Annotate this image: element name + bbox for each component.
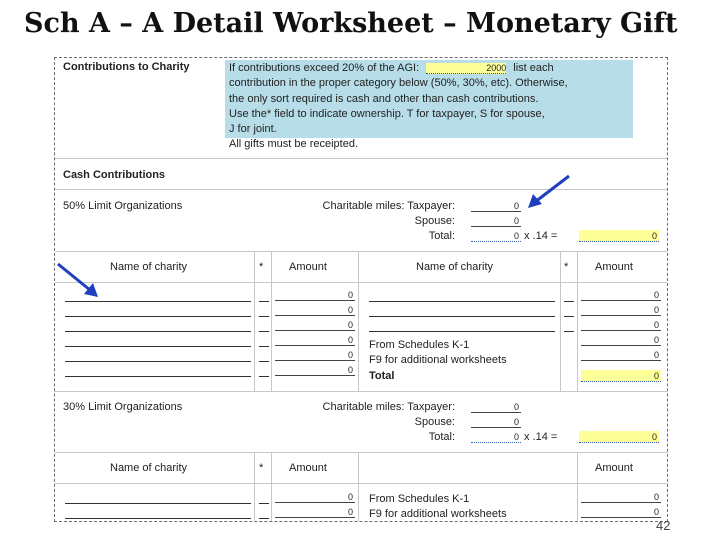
left-name-line-6[interactable] [65, 376, 251, 377]
header-star-right: * [564, 261, 569, 273]
miles-total-label: Total: [428, 230, 455, 242]
right-amount-4: 0 [581, 334, 661, 346]
bottom-left-name-line-2[interactable] [65, 518, 251, 519]
left-name-line-3[interactable] [65, 331, 251, 332]
left-star-line-2[interactable] [259, 316, 269, 317]
instructions-line-4: Use the* field to indicate ownership. T for taxpayer, S for spouse, [229, 108, 545, 120]
receipt-note: All gifts must be receipted. [229, 138, 359, 150]
bottom-left-amount-1[interactable]: 0 [275, 491, 355, 503]
limit-30-label: 30% Limit Organizations [63, 401, 183, 413]
left-name-line-4[interactable] [65, 346, 251, 347]
col-divider [358, 452, 359, 522]
limit-50-label: 50% Limit Organizations [63, 200, 183, 212]
miles-taxpayer-label-30: Charitable miles: Taxpayer: [322, 401, 455, 413]
slide-title: Sch A – A Detail Worksheet – Monetary Gift [24, 8, 678, 39]
contributions-label: Contributions to Charity [63, 61, 190, 73]
header-name-of-charity-30: Name of charity [110, 462, 188, 474]
left-amount-1[interactable]: 0 [275, 289, 355, 301]
k1-label-30: From Schedules K-1 [369, 493, 470, 505]
header-amount-30-left: Amount [289, 462, 327, 474]
left-name-line-2[interactable] [65, 316, 251, 317]
miles-multiplier-30: x .14 = [524, 431, 558, 443]
header-star-30: * [259, 462, 264, 474]
col-divider [254, 251, 255, 391]
left-star-line-1[interactable] [259, 301, 269, 302]
arrow-to-charity-name-icon [54, 260, 102, 300]
left-amount-2[interactable]: 0 [275, 304, 355, 316]
instructions-line-1 [229, 62, 554, 74]
left-star-line-3[interactable] [259, 331, 269, 332]
col-divider [577, 452, 578, 522]
cash-contributions-label: Cash Contributions [63, 169, 166, 181]
monetary-gift-worksheet [54, 57, 668, 522]
miles-taxpayer-field-30[interactable]: 0 [471, 401, 521, 413]
header-star-left: * [259, 261, 264, 273]
left-amount-3[interactable]: 0 [275, 319, 355, 331]
miles-spouse-field-30[interactable]: 0 [471, 416, 521, 428]
header-name-of-charity-left: Name of charity [110, 261, 188, 273]
miles-taxpayer-field[interactable]: 0 [471, 200, 521, 212]
col-divider [560, 251, 561, 391]
right-amount-total: 0 [581, 370, 661, 382]
header-name-of-charity-right: Name of charity [416, 261, 494, 273]
miles-taxpayer-label: Charitable miles: Taxpayer: [322, 200, 455, 212]
bottom-right-amount-1: 0 [581, 491, 661, 503]
right-amount-1[interactable]: 0 [581, 289, 661, 301]
miles-spouse-label: Spouse: [414, 215, 455, 227]
col-divider [358, 251, 359, 391]
miles-total-field: 0 [471, 230, 521, 242]
right-amount-2[interactable]: 0 [581, 304, 661, 316]
header-amount-30-right: Amount [595, 462, 633, 474]
instructions-line-2: contribution in the proper category below (50%, 30%, etc). Otherwise, [229, 77, 568, 89]
f9-label-30: F9 for additional worksheets [369, 508, 507, 520]
miles-multiplier: x .14 = [524, 230, 558, 242]
right-amount-3[interactable]: 0 [581, 319, 661, 331]
col-divider [271, 452, 272, 522]
right-name-line-2[interactable] [369, 316, 555, 317]
right-name-line-3[interactable] [369, 331, 555, 332]
right-name-line-1[interactable] [369, 301, 555, 302]
divider [55, 158, 668, 159]
total-label: Total [369, 370, 395, 382]
instructions-line-5: J for joint. [229, 123, 277, 135]
right-amount-5: 0 [581, 349, 661, 361]
divider [55, 189, 668, 190]
left-star-line-6[interactable] [259, 376, 269, 377]
header-amount-left: Amount [289, 261, 327, 273]
bottom-right-amount-2: 0 [581, 506, 661, 518]
page-number: 42 [656, 518, 671, 533]
miles-result-field: 0 [579, 230, 659, 242]
divider [55, 391, 668, 392]
left-star-line-5[interactable] [259, 361, 269, 362]
arrow-to-miles-icon [525, 172, 573, 212]
miles-total-field-30: 0 [471, 431, 521, 443]
bottom-left-name-line-1[interactable] [65, 503, 251, 504]
f9-label: F9 for additional worksheets [369, 354, 507, 366]
miles-total-label-30: Total: [428, 431, 455, 443]
left-amount-6[interactable]: 0 [275, 364, 355, 376]
instructions-line-3: the only sort required is cash and other than cash contributions. [229, 93, 539, 105]
miles-result-field-30: 0 [579, 431, 659, 443]
k1-label: From Schedules K-1 [369, 339, 470, 351]
instructions-box [225, 60, 633, 138]
right-star-line-3[interactable] [564, 331, 574, 332]
divider [55, 483, 668, 484]
bottom-left-star-line-1[interactable] [259, 503, 269, 504]
miles-spouse-field[interactable]: 0 [471, 215, 521, 227]
bottom-left-amount-2[interactable]: 0 [275, 506, 355, 518]
col-divider [271, 251, 272, 391]
col-divider [254, 452, 255, 522]
col-divider [577, 251, 578, 391]
left-name-line-5[interactable] [65, 361, 251, 362]
miles-spouse-label-30: Spouse: [414, 416, 455, 428]
left-star-line-4[interactable] [259, 346, 269, 347]
bottom-left-star-line-2[interactable] [259, 518, 269, 519]
left-amount-5[interactable]: 0 [275, 349, 355, 361]
right-star-line-2[interactable] [564, 316, 574, 317]
right-star-line-1[interactable] [564, 301, 574, 302]
agi-field[interactable]: 2000 [426, 63, 506, 74]
left-name-line-1[interactable] [65, 301, 251, 302]
divider [55, 282, 668, 283]
instructions-line-1-suffix: list each [513, 62, 554, 74]
header-amount-right: Amount [595, 261, 633, 273]
left-amount-4[interactable]: 0 [275, 334, 355, 346]
instructions-line-1-prefix: If contributions exceed 20% of the AGI: [229, 62, 420, 74]
